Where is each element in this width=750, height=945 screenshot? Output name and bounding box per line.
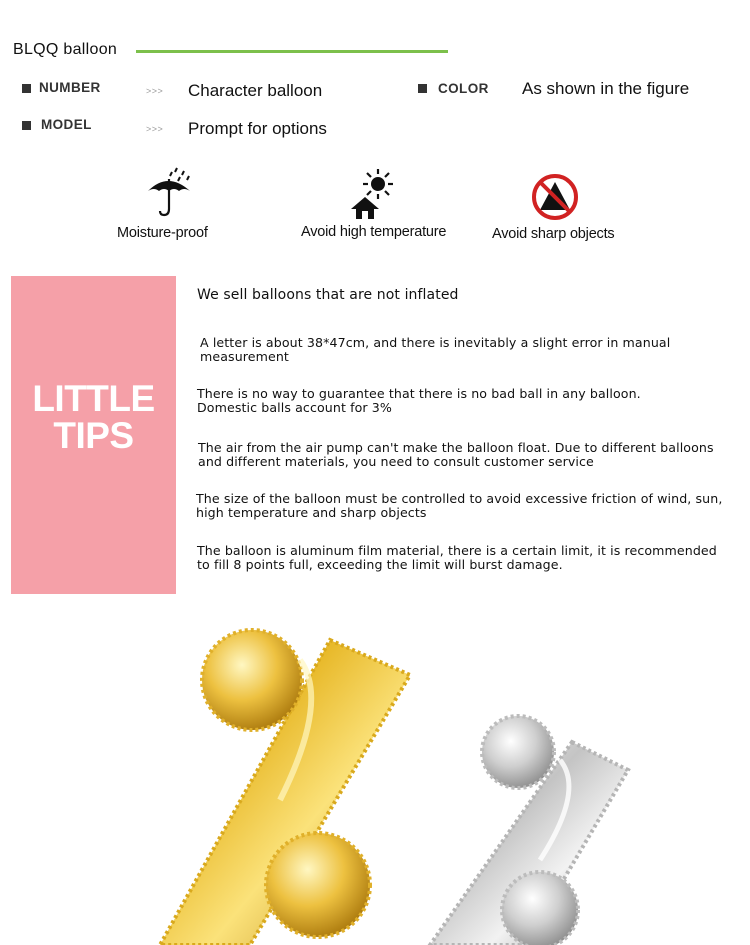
tip-item: The air from the air pump can't make the balloon float. Due to different balloons and different materials, you need to consult customer service — [198, 440, 714, 469]
tip-item: The balloon is aluminum film material, there is a certain limit, it is recommended to fill 8 points full, exceeding the limit will burst damage. — [197, 543, 717, 572]
spec-model-arrows: >>> — [146, 124, 164, 134]
brand-title: BLQQ balloon — [13, 41, 118, 58]
tip-item: The size of the balloon must be controlled to avoid excessive friction of wind, sun, high temperature and sharp objects — [196, 491, 723, 520]
little-tips-title — [11, 380, 176, 454]
little-tips-panel — [11, 276, 176, 594]
bullet-square — [418, 84, 427, 93]
spec-model-value: Prompt for options — [188, 119, 327, 138]
sun-house-icon — [348, 167, 400, 221]
spec-color-value: As shown in the figure — [522, 79, 690, 98]
balloon-product-image — [0, 600, 750, 945]
spec-number-label: NUMBER — [39, 80, 101, 95]
tip-item: There is no way to guarantee that there is no bad ball in any balloon. Domestic balls account for 3% — [197, 386, 641, 415]
tips-title-line1: LITTLE — [32, 378, 155, 419]
spec-number-value: Character balloon — [188, 81, 323, 100]
spec-number-arrows: >>> — [146, 86, 164, 96]
care-temperature-label: Avoid high temperature — [301, 224, 447, 240]
brand-underline — [136, 50, 448, 53]
tips-title-line2: TIPS — [53, 415, 134, 456]
spec-model-label: MODEL — [41, 117, 92, 132]
tip-item: We sell balloons that are not inflated — [197, 287, 459, 303]
tip-item: A letter is about 38*47cm, and there is inevitably a slight error in manual measurement — [200, 335, 671, 364]
bullet-square — [22, 84, 31, 93]
care-sharp-label: Avoid sharp objects — [492, 226, 615, 242]
care-moisture-label: Moisture-proof — [117, 225, 208, 241]
silver-percent-balloon — [430, 716, 628, 945]
bullet-square — [22, 121, 31, 130]
umbrella-rain-icon — [143, 165, 197, 221]
gold-percent-balloon — [160, 630, 410, 945]
spec-color-label: COLOR — [438, 81, 489, 96]
no-sharp-objects-icon — [530, 172, 580, 222]
